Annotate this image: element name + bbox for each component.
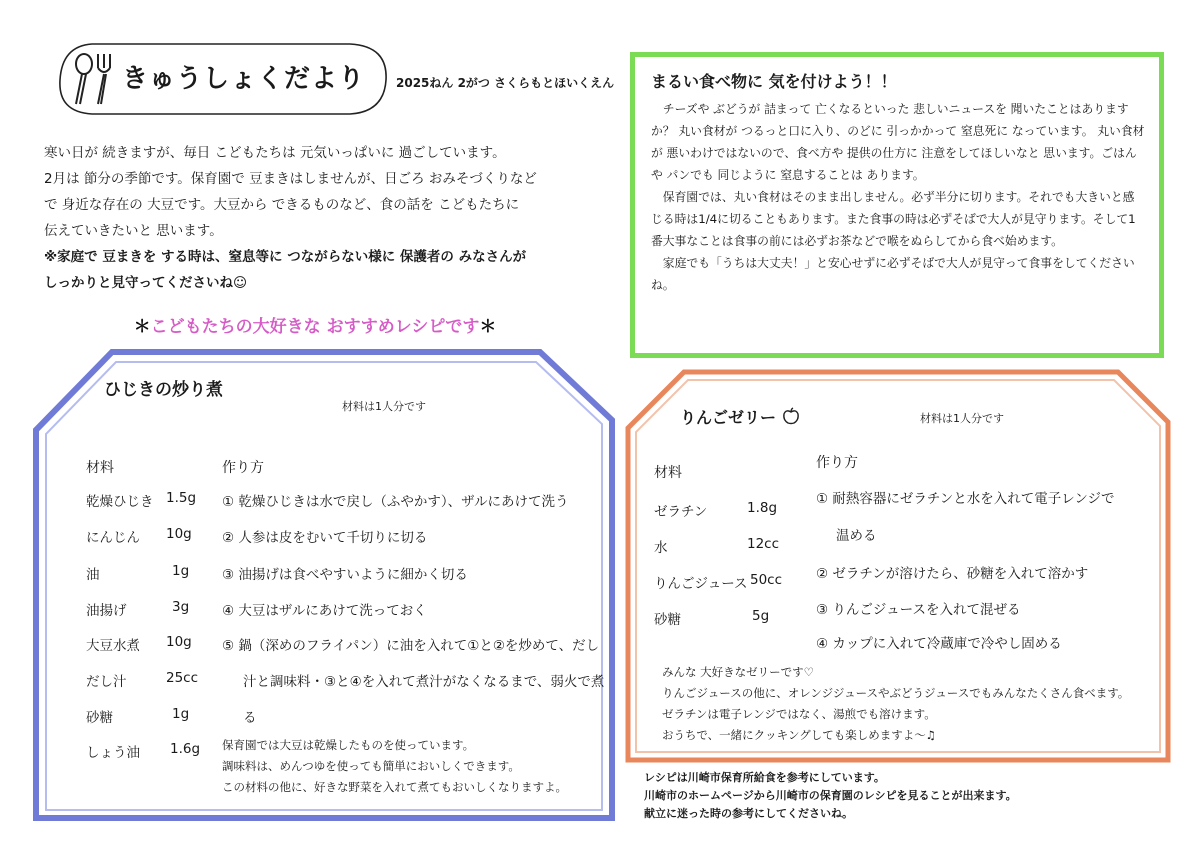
ingredient-qty: 5g [752, 608, 770, 624]
ingredient-name: 砂糖 [86, 710, 113, 726]
apple-jelly-notes [662, 662, 1129, 746]
note-line: この材料の他に、好きな野菜を入れて煮てもおいしくなりますよ。 [222, 780, 567, 794]
note-line: おうちで、一緒にクッキングしても楽しめますよ～♫ [662, 728, 937, 742]
ingredient-name: 乾燥ひじき [86, 494, 154, 510]
note-line: みんな 大好きなゼリーです♡ [662, 665, 814, 679]
note-line: りんごジュースの他に、オレンジジュースやぶどうジュースでもみんなたくさん食べます。 [662, 686, 1130, 700]
ingredient-qty: 3g [172, 599, 190, 615]
ingredient-name: だし汁 [86, 674, 127, 690]
recipe-step: ③ 油揚げは食べやすいように細かく切る [222, 567, 468, 583]
ingredient-name: 砂糖 [654, 612, 681, 628]
star-icon: ＊ [133, 317, 151, 337]
ingredient-name: ゼラチン [654, 504, 708, 520]
ingredient-name: 水 [654, 540, 668, 556]
ingredient-name: しょう油 [86, 745, 140, 761]
source-note [644, 769, 1017, 823]
apple-steps-header: 作り方 [816, 455, 858, 471]
apple-jelly-title-text: りんごゼリー [680, 408, 777, 427]
recipe-step: ⑤ 鍋（深めのフライパン）に油を入れて①と②を炒めて、だし [222, 638, 600, 654]
source-note-line: 川崎市のホームページから川崎市の保育園のレシピを見ることが出来ます。 [644, 789, 1017, 802]
recipe-step: ① 乾燥ひじきは水で戻し（ふやかす）、ザルにあけて洗う [222, 494, 569, 510]
source-note-line: レシピは川崎市保育所給食を参考にしています。 [644, 771, 885, 784]
recipe-heading [0, 312, 630, 337]
note-line: 保育園では大豆は乾燥したものを使っています。 [222, 738, 475, 752]
recipe-step: ④ カップに入れて冷蔵庫で冷やし固める [816, 636, 1062, 652]
intro-line: で 身近な存在の 大豆です。大豆から できるものなど、食の話を こどもたちに [44, 197, 520, 213]
ingredient-qty: 1.5g [166, 490, 197, 506]
recipe-step: ④ 大豆はザルにあけて洗っておく [222, 603, 427, 619]
intro-line: 伝えていきたいと 思います。 [44, 223, 223, 239]
apple-ingredients-header: 材料 [654, 465, 682, 481]
newsletter-title: きゅうしょくだより [122, 64, 366, 94]
ingredient-qty: 1.6g [170, 741, 201, 757]
recipe-step: る [243, 710, 257, 726]
ingredient-qty: 1g [172, 706, 190, 722]
safety-notice-title: まるい食べ物に 気を付けよう！！ [651, 72, 897, 91]
safety-paragraph: チーズや ぶどうが 詰まって 亡くなるといった 悲しいニュースを 聞いたことはありますか？ 丸い食材が つるっと口に入り、のどに 引っかかって 窒息死に なっています。 丸い食材が 悪いわけではないので、食べ方や 提供の仕方に 注意をしてほしいなと 思います。ごはんや パンでも 同じように 窒息することは あります。 [651, 102, 1145, 182]
recipe-step: 汁と調味料・③と④を入れて煮汁がなくなるまで、弱火で煮 [243, 674, 605, 690]
ingredient-qty: 10g [166, 634, 192, 650]
note-line: 調味料は、めんつゆを使っても簡単においしくできます。 [222, 759, 520, 773]
intro-text [44, 140, 584, 296]
safety-notice-box [630, 52, 1164, 358]
intro-line: 寒い日が 続きますが、毎日 こどもたちは 元気いっぱいに 過ごしています。 [44, 145, 506, 161]
intro-warning-line: ※家庭で 豆まきを する時は、窒息等に つながらない様に 保護者の みなさんが [44, 249, 527, 265]
hijiki-servings: 材料は1人分です [342, 400, 426, 413]
apple-icon [782, 407, 800, 425]
recipe-step: ③ りんごジュースを入れて混ぜる [816, 602, 1021, 618]
note-line: ゼラチンは電子レンジではなく、湯煎でも溶けます。 [662, 707, 936, 721]
ingredient-qty: 1.8g [747, 500, 778, 516]
hijiki-ingredients-header: 材料 [86, 460, 114, 476]
intro-line: 2月は 節分の季節です。保育園で 豆まきはしませんが、日ごろ おみそづくりなど [44, 171, 537, 187]
ingredient-qty: 50cc [750, 572, 783, 588]
ingredient-name: 大豆水煮 [86, 638, 140, 654]
issue-date: 2025ねん 2がつ さくらもとほいくえん [396, 76, 615, 90]
star-icon: ＊ [479, 317, 497, 337]
recipe-step: 温める [836, 528, 877, 544]
source-note-line: 献立に迷った時の参考にしてくださいね。 [644, 807, 853, 820]
recipe-step: ② ゼラチンが溶けたら、砂糖を入れて溶かす [816, 566, 1089, 582]
spoon-fork-icon [68, 50, 118, 108]
safety-paragraph: 保育園では、丸い食材はそのまま出しません。必ず半分に切ります。それでも大きいと感じる時は1/4に切ることもあります。また食事の時は必ずそばで大人が見守ります。そして1番大事なことは食事の前には必ずお茶などで喉をぬらしてから食べ始めます。 [651, 190, 1136, 248]
ingredient-qty: 12cc [747, 536, 780, 552]
hijiki-notes [222, 735, 567, 798]
hijiki-title: ひじきの炒り煮 [104, 380, 223, 400]
ingredient-name: りんごジュース [654, 576, 748, 592]
ingredient-name: 油揚げ [86, 603, 127, 619]
recipe-step: ① 耐熱容器にゼラチンと水を入れて電子レンジで [816, 491, 1115, 507]
apple-jelly-servings: 材料は1人分です [920, 412, 1004, 425]
ingredient-qty: 25cc [166, 670, 199, 686]
intro-warning-line: しっかりと見守ってくださいね☺ [44, 275, 248, 291]
ingredient-name: 油 [86, 567, 100, 583]
hijiki-steps-header: 作り方 [222, 460, 264, 476]
apple-jelly-title [680, 405, 800, 428]
recipe-heading-text: こどもたちの大好きな おすすめレシピです [150, 317, 480, 337]
safety-paragraph: 家庭でも「うちは大丈夫！」と安心せずに必ずそばで大人が見守って食事をしてくださいね。 [651, 256, 1135, 292]
ingredient-qty: 1g [172, 563, 190, 579]
ingredient-qty: 10g [166, 526, 192, 542]
ingredient-name: にんじん [86, 530, 140, 546]
recipe-step: ② 人参は皮をむいて千切りに切る [222, 530, 428, 546]
